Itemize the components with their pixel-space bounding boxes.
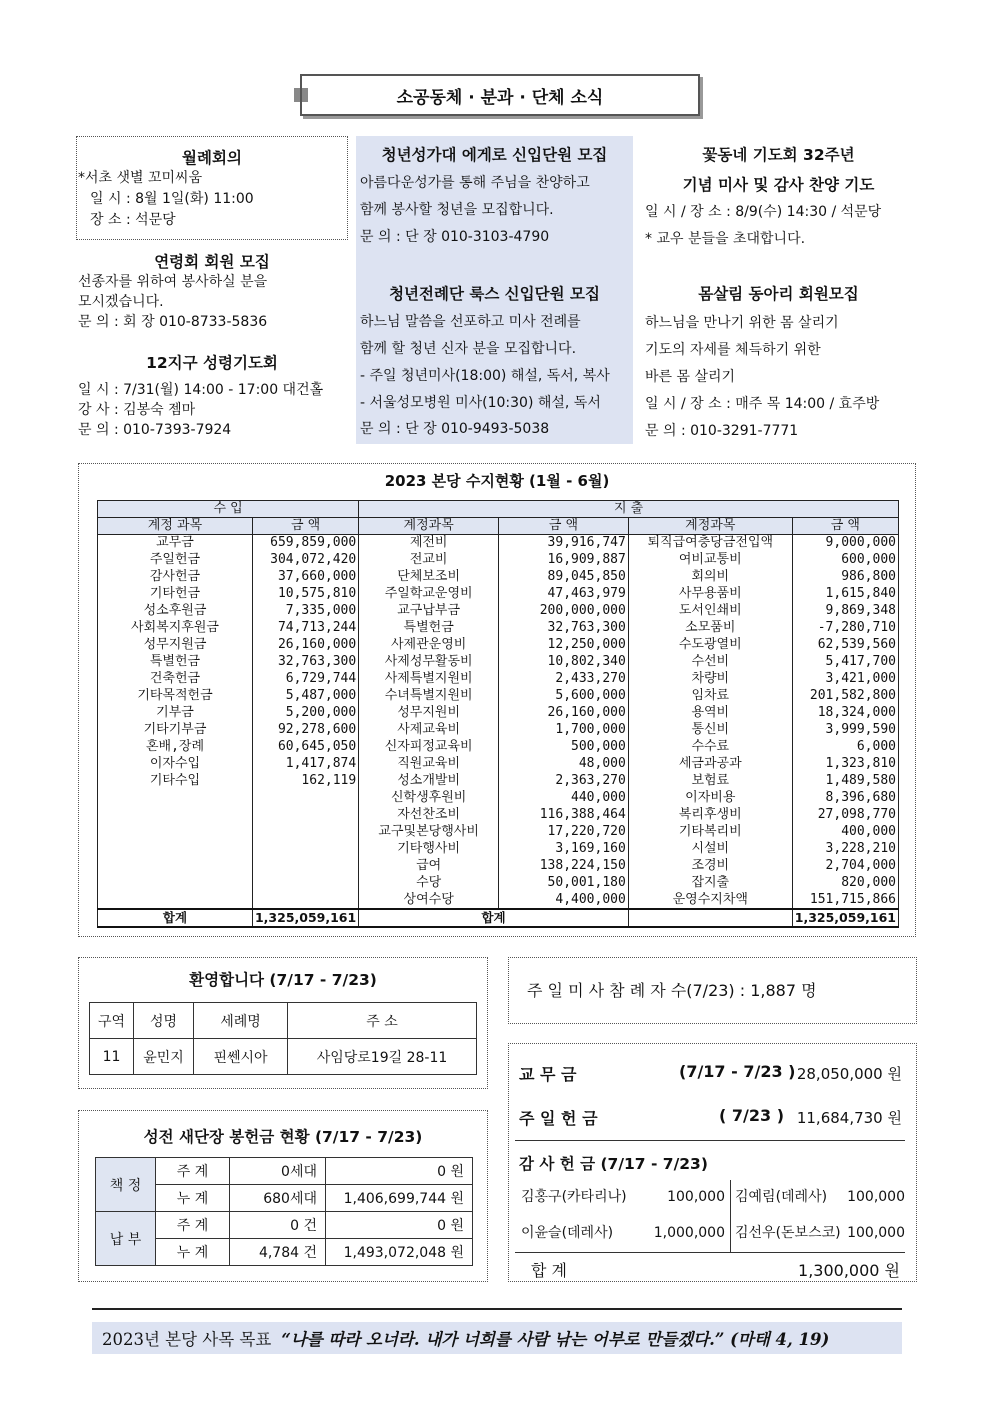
income-item xyxy=(98,892,253,909)
offering-r2-label: 누 계 xyxy=(156,1185,230,1212)
income-item xyxy=(98,824,253,841)
expense-amount: 16,909,887 xyxy=(499,552,629,569)
expense-item: 성소개발비 xyxy=(359,773,499,790)
finance-row xyxy=(98,756,899,773)
l2-date: ( 7/23 ) xyxy=(719,1106,785,1125)
finance-box xyxy=(78,463,916,937)
expense-amount-2: 9,000,000 xyxy=(792,535,898,552)
col-expense-item: 계정과목 xyxy=(359,518,499,535)
col-income-item: 계정 과목 xyxy=(98,518,253,535)
divider xyxy=(515,1140,905,1141)
expense-item-2: 수선비 xyxy=(628,654,792,671)
offering-r4-label: 누 계 xyxy=(156,1239,230,1266)
expense-item: 급여 xyxy=(359,858,499,875)
expense-item: 자선찬조비 xyxy=(359,807,499,824)
money-box xyxy=(508,1043,917,1282)
offering-r2-count: 680세대 xyxy=(230,1185,326,1212)
income-item: 기타목적헌금 xyxy=(98,688,253,705)
offering-group-paid: 납 부 xyxy=(96,1212,156,1266)
donor-4-amount: 100,000 xyxy=(847,1225,905,1241)
finance-row xyxy=(98,620,899,637)
expense-amount: 2,363,270 xyxy=(499,773,629,790)
offering-title: 성전 새단장 봉헌금 현황 (7/17 - 7/23) xyxy=(143,1128,423,1146)
expense-amount-2: 820,000 xyxy=(792,875,898,892)
welcome-baptism: 핀쎈시아 xyxy=(194,1039,288,1075)
expense-item: 단체보조비 xyxy=(359,569,499,586)
expense-amount: 200,000,000 xyxy=(499,603,629,620)
col-expense-amount-2: 금 액 xyxy=(792,518,898,535)
expense-item: 신자피정교육비 xyxy=(359,739,499,756)
finance-row xyxy=(98,552,899,569)
expense-amount-2: 6,000 xyxy=(792,739,898,756)
expense-item: 제전비 xyxy=(359,535,499,552)
club-line1: 하느님을 만나기 위한 몸 살리기 xyxy=(645,315,839,331)
donor-1-name: 김홍구(카타리나) xyxy=(521,1189,627,1205)
expense-amount: 17,220,720 xyxy=(499,824,629,841)
income-item xyxy=(98,790,253,807)
income-item: 이자수입 xyxy=(98,756,253,773)
expense-item-2: 소모품비 xyxy=(628,620,792,637)
welcome-address: 사임당로19길 28-11 xyxy=(288,1039,477,1075)
expense-header: 지 출 xyxy=(359,501,899,518)
income-amount: 60,645,050 xyxy=(252,739,358,756)
liturgy-line1: 하느님 말씀을 선포하고 미사 전례를 xyxy=(360,314,581,330)
expense-item: 사제관운영비 xyxy=(359,637,499,654)
club-contact: 문 의 : 010-3291-7771 xyxy=(645,423,799,439)
expense-item: 사제교육비 xyxy=(359,722,499,739)
expense-amount-2: 600,000 xyxy=(792,552,898,569)
meeting-sub: *서초 샛별 꼬미씨움 xyxy=(78,170,203,186)
welcome-box xyxy=(78,957,488,1089)
expense-amount-2: 9,869,348 xyxy=(792,603,898,620)
offering-table xyxy=(95,1157,473,1266)
finance-row xyxy=(98,586,899,603)
finance-row xyxy=(98,705,899,722)
finance-row xyxy=(98,603,899,620)
col-expense-amount: 금 액 xyxy=(499,518,629,535)
expense-item-2: 임차료 xyxy=(628,688,792,705)
choir-contact: 문 의 : 단 장 010-3103-4790 xyxy=(360,229,550,245)
finance-row xyxy=(98,569,899,586)
expense-item-2: 복리후생비 xyxy=(628,807,792,824)
expense-item: 사제특별지원비 xyxy=(359,671,499,688)
total-income-label: 합계 xyxy=(98,909,253,927)
expense-item: 주일학교운영비 xyxy=(359,586,499,603)
prayer-contact: 문 의 : 010-7393-7924 xyxy=(78,422,232,438)
expense-item: 수녀특별지원비 xyxy=(359,688,499,705)
offering-r1-count: 0세대 xyxy=(230,1158,326,1185)
mass-attendance-line xyxy=(527,980,817,1001)
income-item xyxy=(98,841,253,858)
welcome-col-baptism: 세례명 xyxy=(194,1003,288,1039)
offering-r3-label: 주 계 xyxy=(156,1212,230,1239)
expense-amount: 10,802,340 xyxy=(499,654,629,671)
finance-row xyxy=(98,688,899,705)
income-amount: 5,487,000 xyxy=(252,688,358,705)
finance-row xyxy=(98,654,899,671)
club-line3: 바른 몸 살리기 xyxy=(645,369,736,385)
anniversary-title-1: 꽃동네 기도회 32주년 xyxy=(702,146,855,164)
expense-item-2: 조경비 xyxy=(628,858,792,875)
income-amount: 6,729,744 xyxy=(252,671,358,688)
expense-item: 상여수당 xyxy=(359,892,499,909)
income-amount: 304,072,420 xyxy=(252,552,358,569)
expense-item-2: 도서인쇄비 xyxy=(628,603,792,620)
income-item: 성무지원금 xyxy=(98,637,253,654)
finance-row xyxy=(98,739,899,756)
expense-amount-2: 62,539,560 xyxy=(792,637,898,654)
welcome-col-name: 성명 xyxy=(134,1003,194,1039)
meeting-place: 장 소 : 석문당 xyxy=(90,212,176,228)
liturgy-line3: - 주일 청년미사(18:00) 해설, 독서, 복사 xyxy=(360,368,610,384)
expense-amount: 138,224,150 xyxy=(499,858,629,875)
offering-r3-amount: 0 원 xyxy=(326,1212,473,1239)
income-amount: 1,417,874 xyxy=(252,756,358,773)
expense-amount-2: 1,489,580 xyxy=(792,773,898,790)
expense-item-2: 여비교통비 xyxy=(628,552,792,569)
expense-amount-2: 400,000 xyxy=(792,824,898,841)
expense-item-2: 사무용품비 xyxy=(628,586,792,603)
expense-item-2: 시설비 xyxy=(628,841,792,858)
expense-amount: 39,916,747 xyxy=(499,535,629,552)
income-amount xyxy=(252,875,358,892)
offering-r2-amount: 1,406,699,744 원 xyxy=(326,1185,473,1212)
expense-item: 기타행사비 xyxy=(359,841,499,858)
expense-amount: 26,160,000 xyxy=(499,705,629,722)
l1-label: 교 무 금 xyxy=(519,1065,577,1084)
finance-title: 2023 본당 수지현황 (1월 - 6월) xyxy=(384,472,610,490)
expense-amount: 48,000 xyxy=(499,756,629,773)
income-amount: 7,335,000 xyxy=(252,603,358,620)
expense-item-2: 용역비 xyxy=(628,705,792,722)
expense-amount-2: 3,228,210 xyxy=(792,841,898,858)
total-expense-label: 합계 xyxy=(359,909,629,927)
expense-item-2: 이자비용 xyxy=(628,790,792,807)
finance-row xyxy=(98,875,899,892)
income-item: 기타기부금 xyxy=(98,722,253,739)
expense-item-2: 퇴직급여충당금전입액 xyxy=(628,535,792,552)
liturgy-title: 청년전례단 룩스 신입단원 모집 xyxy=(389,285,600,303)
liturgy-line4: - 서울성모병원 미사(10:30) 해설, 독서 xyxy=(360,395,601,411)
finance-row xyxy=(98,841,899,858)
donor-2-name: 김예림(데레사) xyxy=(735,1189,828,1205)
expense-item-2: 차량비 xyxy=(628,671,792,688)
income-amount: 74,713,244 xyxy=(252,620,358,637)
meeting-date: 일 시 : 8월 1일(화) 11:00 xyxy=(90,191,254,207)
expense-amount-2: 27,098,770 xyxy=(792,807,898,824)
expense-amount-2: 2,704,000 xyxy=(792,858,898,875)
expense-amount: 4,400,000 xyxy=(499,892,629,909)
donor-4-name: 김선우(돈보스코) xyxy=(735,1225,841,1241)
anniversary-date: 일 시 / 장 소 : 8/9(수) 14:30 / 석문당 xyxy=(645,204,882,220)
income-amount xyxy=(252,790,358,807)
income-item: 기타헌금 xyxy=(98,586,253,603)
meeting-title: 월례회의 xyxy=(182,149,242,167)
expense-amount-2: 3,999,590 xyxy=(792,722,898,739)
section-title: 소공동체 · 분과 · 단체 소식 xyxy=(300,74,700,116)
income-item: 사회복지후원금 xyxy=(98,620,253,637)
mass-label: 주 일 미 사 참 례 자 수 xyxy=(527,981,687,1000)
liturgy-line2: 함께 할 청년 신자 분을 모집합니다. xyxy=(360,341,577,357)
expense-amount: 3,169,160 xyxy=(499,841,629,858)
income-amount: 37,660,000 xyxy=(252,569,358,586)
recruit-line1: 선종자를 위하여 봉사하실 분을 xyxy=(78,274,268,290)
pastoral-goal-banner xyxy=(92,1322,902,1354)
expense-amount: 32,763,300 xyxy=(499,620,629,637)
offering-group-assigned: 책 정 xyxy=(96,1158,156,1212)
finance-row xyxy=(98,722,899,739)
sum-value: 1,300,000 원 xyxy=(798,1261,900,1280)
welcome-zone: 11 xyxy=(90,1039,134,1075)
expense-amount-2: 151,715,866 xyxy=(792,892,898,909)
goal-label: 2023년 본당 사목 목표 xyxy=(102,1330,272,1349)
income-amount: 659,859,000 xyxy=(252,535,358,552)
mass-value: 1,887 명 xyxy=(750,981,817,1000)
finance-row xyxy=(98,773,899,790)
club-date: 일 시 / 장 소 : 매주 목 14:00 / 효주방 xyxy=(645,396,880,412)
offering-r4-amount: 1,493,072,048 원 xyxy=(326,1239,473,1266)
expense-item-2: 회의비 xyxy=(628,569,792,586)
income-amount xyxy=(252,841,358,858)
income-amount xyxy=(252,858,358,875)
liturgy-contact: 문 의 : 단 장 010-9493-5038 xyxy=(360,421,550,437)
choir-line1: 아름다운성가를 통해 주님을 찬양하고 xyxy=(360,175,590,191)
income-item: 주일헌금 xyxy=(98,552,253,569)
offering-r1-amount: 0 원 xyxy=(326,1158,473,1185)
expense-item-2: 기타복리비 xyxy=(628,824,792,841)
l2-value: 11,684,730 원 xyxy=(796,1109,902,1127)
finance-row xyxy=(98,535,899,552)
expense-amount-2: 201,582,800 xyxy=(792,688,898,705)
expense-amount: 50,001,180 xyxy=(499,875,629,892)
expense-amount: 500,000 xyxy=(499,739,629,756)
offering-r4-count: 4,784 건 xyxy=(230,1239,326,1266)
recruit-title: 연령회 회원 모집 xyxy=(154,253,270,271)
income-amount xyxy=(252,892,358,909)
expense-amount-2: 1,615,840 xyxy=(792,586,898,603)
income-amount xyxy=(252,807,358,824)
choir-line2: 함께 봉사할 청년을 모집합니다. xyxy=(360,202,554,218)
expense-amount: 12,250,000 xyxy=(499,637,629,654)
welcome-col-zone: 구역 xyxy=(90,1003,134,1039)
expense-item-2: 운영수지차액 xyxy=(628,892,792,909)
thanks-label: 감 사 헌 금 (7/17 - 7/23) xyxy=(519,1155,708,1173)
sum-divider xyxy=(515,1252,905,1253)
sum-label: 합 계 xyxy=(531,1261,567,1280)
expense-item: 사제성무활동비 xyxy=(359,654,499,671)
col-income-amount: 금 액 xyxy=(252,518,358,535)
footer-rule xyxy=(92,1308,902,1310)
donor-3-amount: 1,000,000 xyxy=(653,1225,725,1241)
finance-row xyxy=(98,671,899,688)
expense-item-2: 보험료 xyxy=(628,773,792,790)
expense-item: 신학생후원비 xyxy=(359,790,499,807)
income-item xyxy=(98,875,253,892)
income-item: 건축헌금 xyxy=(98,671,253,688)
offering-r3-count: 0 건 xyxy=(230,1212,326,1239)
expense-amount: 1,700,000 xyxy=(499,722,629,739)
expense-item: 직원교육비 xyxy=(359,756,499,773)
income-item: 감사헌금 xyxy=(98,569,253,586)
offering-box xyxy=(78,1110,488,1282)
income-amount: 10,575,810 xyxy=(252,586,358,603)
club-title: 몸살림 동아리 회원모집 xyxy=(698,285,859,303)
donor-3-name: 이윤슬(데레사) xyxy=(521,1225,614,1241)
expense-amount-2: 3,421,000 xyxy=(792,671,898,688)
income-item xyxy=(98,858,253,875)
expense-item: 수당 xyxy=(359,875,499,892)
total-income: 1,325,059,161 xyxy=(252,909,358,927)
expense-amount-2: 986,800 xyxy=(792,569,898,586)
income-amount xyxy=(252,824,358,841)
income-amount: 26,160,000 xyxy=(252,637,358,654)
expense-amount: 116,388,464 xyxy=(499,807,629,824)
finance-row xyxy=(98,858,899,875)
expense-amount-2: 18,324,000 xyxy=(792,705,898,722)
donor-1-amount: 100,000 xyxy=(667,1189,725,1205)
expense-amount: 2,433,270 xyxy=(499,671,629,688)
finance-table xyxy=(97,500,899,928)
finance-row xyxy=(98,807,899,824)
donor-divider xyxy=(730,1180,731,1252)
expense-item: 전교비 xyxy=(359,552,499,569)
welcome-table xyxy=(89,1002,477,1075)
col-expense-item-2: 계정과목 xyxy=(628,518,792,535)
mass-attendance-box xyxy=(508,957,917,1024)
prayer-title: 12지구 성령기도회 xyxy=(146,354,278,372)
income-header: 수 입 xyxy=(98,501,359,518)
total-expense: 1,325,059,161 xyxy=(792,909,898,927)
income-item: 교무금 xyxy=(98,535,253,552)
income-amount: 162,119 xyxy=(252,773,358,790)
finance-row xyxy=(98,892,899,909)
expense-item-2: 잡지출 xyxy=(628,875,792,892)
income-amount: 5,200,000 xyxy=(252,705,358,722)
anniversary-title-2: 기념 미사 및 감사 찬양 기도 xyxy=(682,176,875,194)
expense-item: 특별헌금 xyxy=(359,620,499,637)
prayer-lecturer: 강 사 : 김봉숙 젬마 xyxy=(78,402,196,418)
finance-row xyxy=(98,824,899,841)
expense-amount-2: -7,280,710 xyxy=(792,620,898,637)
expense-amount: 89,045,850 xyxy=(499,569,629,586)
income-item: 특별헌금 xyxy=(98,654,253,671)
welcome-col-address: 주 소 xyxy=(288,1003,477,1039)
expense-item-2: 수도광열비 xyxy=(628,637,792,654)
choir-title: 청년성가대 에게로 신입단원 모집 xyxy=(381,146,608,164)
l2-label: 주 일 헌 금 xyxy=(519,1109,598,1128)
recruit-line2: 모시겠습니다. xyxy=(78,294,164,310)
mass-date: (7/23) : xyxy=(686,981,751,1000)
donor-2-amount: 100,000 xyxy=(847,1189,905,1205)
l1-value: 28,050,000 원 xyxy=(796,1065,902,1083)
expense-item-2: 세금과공과 xyxy=(628,756,792,773)
finance-row xyxy=(98,790,899,807)
income-item: 기부금 xyxy=(98,705,253,722)
expense-amount-2: 8,396,680 xyxy=(792,790,898,807)
prayer-date: 일 시 : 7/31(월) 14:00 - 17:00 대건홀 xyxy=(78,382,324,398)
income-amount: 92,278,600 xyxy=(252,722,358,739)
expense-amount: 440,000 xyxy=(499,790,629,807)
recruit-contact: 문 의 : 회 장 010-8733-5836 xyxy=(78,314,268,330)
l1-date: (7/17 - 7/23 ) xyxy=(679,1062,796,1081)
expense-item-2: 통신비 xyxy=(628,722,792,739)
anniversary-note: * 교우 분들을 초대합니다. xyxy=(645,231,806,247)
expense-amount: 5,600,000 xyxy=(499,688,629,705)
goal-quote: “나를 따라 오너라. 내가 너희를 사람 낚는 어부로 만들겠다.” (마태 4, 19) xyxy=(281,1330,830,1349)
expense-amount: 47,463,979 xyxy=(499,586,629,603)
income-item: 기타수입 xyxy=(98,773,253,790)
finance-row xyxy=(98,637,899,654)
expense-amount-2: 1,323,810 xyxy=(792,756,898,773)
expense-item: 교구및본당행사비 xyxy=(359,824,499,841)
expense-item: 교구납부금 xyxy=(359,603,499,620)
income-amount: 32,763,300 xyxy=(252,654,358,671)
welcome-name: 윤민지 xyxy=(134,1039,194,1075)
offering-r1-label: 주 계 xyxy=(156,1158,230,1185)
club-line2: 기도의 자세를 체득하기 위한 xyxy=(645,342,821,358)
expense-item-2: 수수료 xyxy=(628,739,792,756)
income-item: 성소후원금 xyxy=(98,603,253,620)
welcome-title: 환영합니다 (7/17 - 7/23) xyxy=(189,971,377,989)
expense-amount-2: 5,417,700 xyxy=(792,654,898,671)
income-item: 혼배,장례 xyxy=(98,739,253,756)
income-item xyxy=(98,807,253,824)
expense-item: 성무지원비 xyxy=(359,705,499,722)
